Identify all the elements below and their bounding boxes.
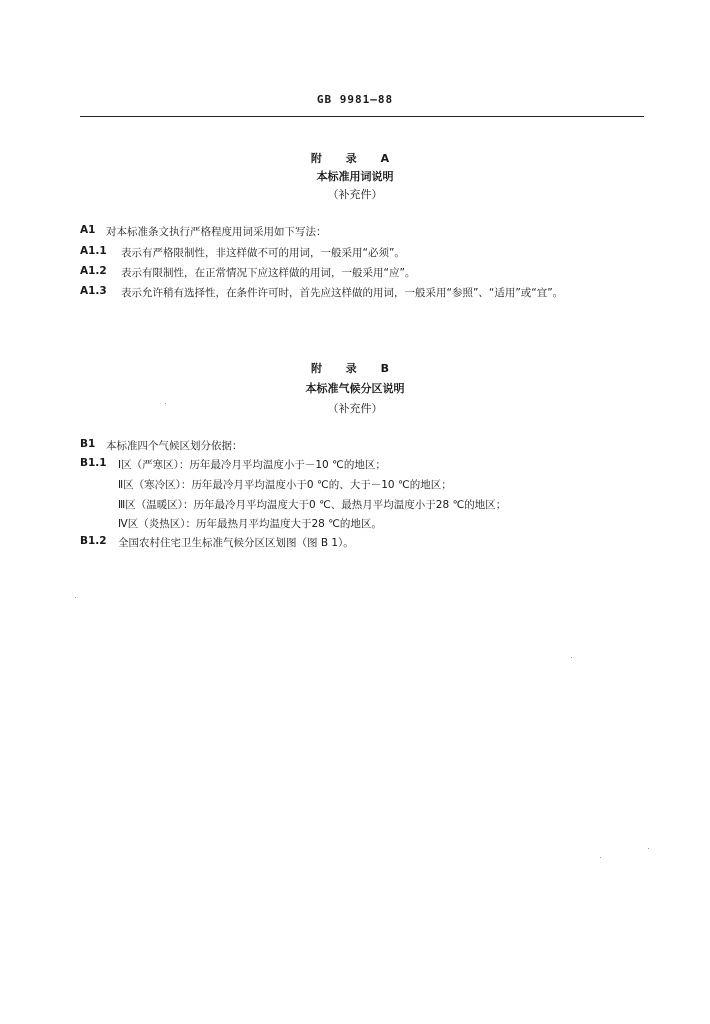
scan-speck bbox=[165, 403, 166, 404]
item-text: 本标准四个气候区划分依据： bbox=[106, 440, 243, 452]
appendix-a-subtitle: 本标准用词说明 bbox=[316, 170, 394, 183]
item-text: 表示有限制性，在正常情况下应这样做的用词，一般采用“应”。 bbox=[121, 267, 416, 279]
appendix-b-note: （补充件） bbox=[327, 402, 383, 415]
item-number: B1.2 bbox=[80, 535, 107, 547]
appendix-b-subtitle: 本标准气候分区说明 bbox=[305, 382, 405, 395]
item-number: B1.1 bbox=[80, 457, 107, 469]
header-rule bbox=[80, 116, 644, 117]
item-number: A1 bbox=[80, 224, 96, 236]
scan-speck bbox=[75, 597, 76, 598]
appendix-b-title: 附 录 B bbox=[310, 362, 400, 375]
standard-code-header: GB 9981—88 bbox=[316, 93, 394, 106]
item-number: A1.3 bbox=[80, 285, 107, 297]
scan-speck bbox=[600, 857, 601, 858]
appendix-a-title: 附 录 A bbox=[310, 152, 400, 165]
item-text: 对本标准条文执行严格程度用词采用如下写法： bbox=[106, 226, 327, 238]
item-number: A1.2 bbox=[80, 265, 107, 277]
item-text: 全国农村住宅卫生标准气候分区区划图（图 B 1）。 bbox=[118, 537, 354, 549]
item-text: 表示有严格限制性，非这样做不可的用词，一般采用“必须”。 bbox=[121, 247, 405, 259]
climate-zone-line: Ⅰ区（严寒区）：历年最冷月平均温度小于－10 ℃的地区； bbox=[118, 459, 386, 471]
climate-zone-line: Ⅳ区（炎热区）：历年最热月平均温度大于28 ℃的地区。 bbox=[118, 518, 382, 530]
scan-speck bbox=[648, 848, 649, 849]
item-number: A1.1 bbox=[80, 245, 107, 257]
item-number: B1 bbox=[80, 438, 96, 450]
scan-speck bbox=[571, 657, 572, 658]
item-text: 表示允许稍有选择性，在条件许可时，首先应这样做的用词，一般采用“参照”、“适用”或“宜”。 bbox=[121, 287, 564, 299]
appendix-a-note: （补充件） bbox=[327, 188, 383, 201]
climate-zone-line: Ⅲ区（温暖区）：历年最冷月平均温度大于0 ℃、最热月平均温度小于28 ℃的地区； bbox=[118, 499, 507, 511]
climate-zone-line: Ⅱ区（寒冷区）：历年最冷月平均温度小于0 ℃的、大于－10 ℃的地区； bbox=[118, 479, 452, 491]
